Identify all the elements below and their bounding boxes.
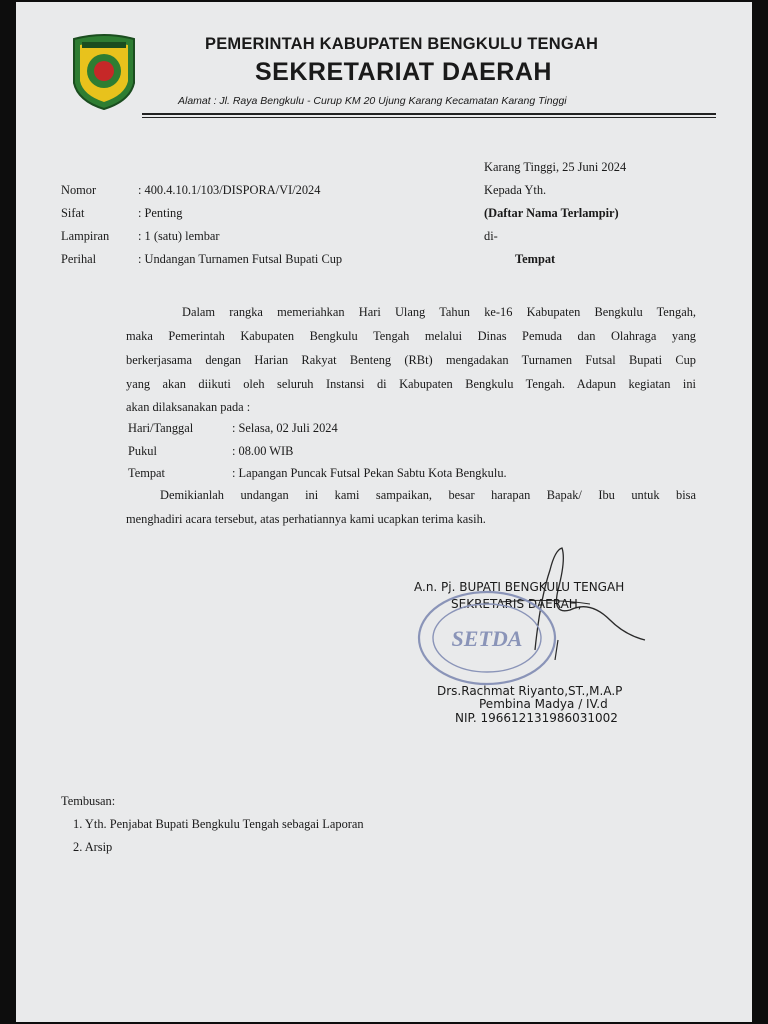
- closing-line-2: menghadiri acara tersebut, atas perhatiannya kami ucapkan terima kasih.: [126, 512, 486, 526]
- sifat-label: Sifat: [61, 206, 85, 220]
- signatory-nip: NIP. 196612131986031002: [455, 711, 618, 725]
- place-date: Karang Tinggi, 25 Juni 2024: [484, 160, 627, 174]
- closing-line-1: Demikianlah undangan ini kami sampaikan, besar harapan Bapak/ Ibu untuk bisa: [160, 488, 696, 502]
- signatory-title: SEKRETARIS DAERAH,: [451, 597, 582, 611]
- header-divider-thin: [142, 117, 716, 118]
- body-line-4: yang akan diikuti oleh seluruh Instansi di Kabupaten Bengkulu Tengah. Adapun kegiatan ini: [126, 377, 696, 391]
- nomor-value: : 400.4.10.1/103/DISPORA/VI/2024: [138, 183, 321, 197]
- regency-emblem-logo: [70, 33, 138, 111]
- venue-label: Tempat: [128, 466, 165, 480]
- perihal-value: : Undangan Turnamen Futsal Bupati Cup: [138, 252, 343, 266]
- recipient-place: Tempat: [515, 252, 556, 266]
- body-line-2: maka Pemerintah Kabupaten Bengkulu Tengah melalui Dinas Pemuda dan Olahraga yang: [126, 329, 696, 343]
- lampiran-label: Lampiran: [61, 229, 110, 243]
- header-office-name: SEKRETARIAT DAERAH: [255, 58, 552, 86]
- signatory-on-behalf: A.n. Pj. BUPATI BENGKULU TENGAH: [414, 580, 625, 594]
- body-line-3: berkerjasama dengan Harian Rakyat Benteng (RBt) mengadakan Turnamen Futsal Bupati Cup: [126, 353, 696, 367]
- cc-title: Tembusan:: [61, 794, 116, 808]
- signatory-name: Drs.Rachmat Riyanto,ST.,M.A.P: [437, 684, 623, 698]
- header-address: Alamat : Jl. Raya Bengkulu - Curup KM 20 Ujung Karang Kecamatan Karang Tinggi: [178, 95, 567, 107]
- nomor-label: Nomor: [61, 183, 97, 197]
- cc-item: 2. Arsip: [73, 840, 113, 854]
- lampiran-value: : 1 (satu) lembar: [138, 229, 220, 243]
- venue-value: : Lapangan Puncak Futsal Pekan Sabtu Kota Bengkulu.: [232, 466, 507, 480]
- recipient-list: (Daftar Nama Terlampir): [484, 206, 619, 220]
- day-date-label: Hari/Tanggal: [128, 421, 194, 435]
- time-label: Pukul: [128, 444, 157, 458]
- stamp-text: SETDA: [451, 626, 523, 651]
- recipient-greeting: Kepada Yth.: [484, 183, 547, 197]
- day-date-value: : Selasa, 02 Juli 2024: [232, 421, 338, 435]
- signatory-rank: Pembina Madya / IV.d: [479, 697, 608, 711]
- header-divider-thick: [142, 113, 716, 115]
- recipient-at: di-: [484, 229, 498, 243]
- cc-item: 1. Yth. Penjabat Bupati Bengkulu Tengah sebagai Laporan: [73, 817, 364, 831]
- sifat-value: : Penting: [138, 206, 183, 220]
- body-line-1: Dalam rangka memeriahkan Hari Ulang Tahun ke-16 Kabupaten Bengkulu Tengah,: [182, 305, 696, 319]
- body-line-5: akan dilaksanakan pada :: [126, 400, 251, 414]
- time-value: : 08.00 WIB: [232, 444, 294, 458]
- perihal-label: Perihal: [61, 252, 97, 266]
- header-government-name: PEMERINTAH KABUPATEN BENGKULU TENGAH: [205, 35, 599, 53]
- official-stamp: [415, 588, 560, 688]
